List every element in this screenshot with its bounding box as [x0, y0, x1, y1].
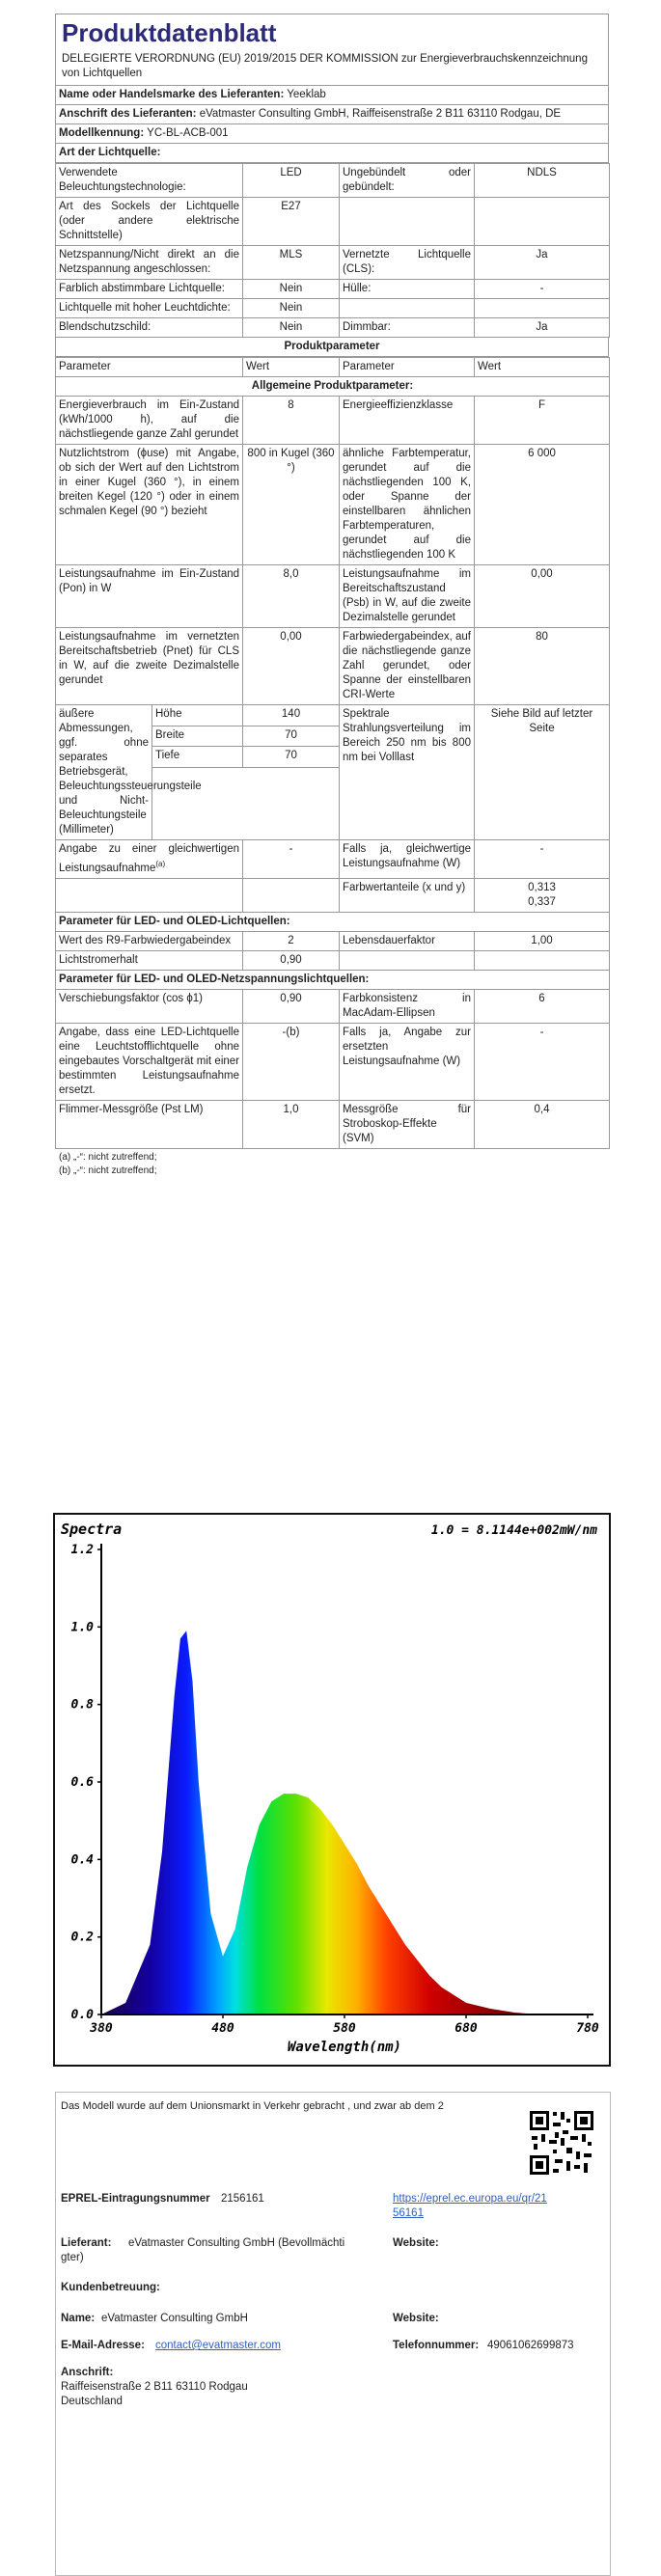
equiv-power-value-2: - [475, 840, 610, 879]
led-section-row [56, 912, 610, 931]
dimension-spacer [152, 768, 340, 840]
type-param-label-2: Ungebündelt oder gebündelt: [340, 164, 475, 198]
y-tick-label: 0.4 [70, 1852, 94, 1868]
spectrum-area [101, 1631, 588, 2014]
mls-section-heading: Parameter für LED- und OLED-Netzspannungslichtquellen: [56, 970, 610, 989]
param-value: 0,00 [243, 628, 340, 705]
type-param-label: Blendschutzschild: [56, 318, 243, 338]
led-param-row [56, 931, 610, 950]
col-header-parameter-2: Parameter [340, 358, 475, 377]
supplier-name-row [55, 86, 609, 105]
param-value: 1,0 [243, 1100, 340, 1148]
anschrift-line-2: Deutschland [61, 2396, 123, 2407]
x-tick-label: 480 [211, 2021, 234, 2036]
eprel-number: 2156161 [221, 2193, 264, 2205]
type-param-label-2: Dimmbar: [340, 318, 475, 338]
general-param-row [56, 565, 610, 628]
param-label: Wert des R9-Farbwiedergabeindex [56, 931, 243, 950]
type-param-label-2: Hülle: [340, 280, 475, 299]
tel-value: 49061062699873 [487, 2340, 574, 2351]
footnote-a: (a) „-“: nicht zutreffend; [59, 1151, 157, 1163]
type-param-value: Nein [243, 299, 340, 318]
mls-param-row [56, 1023, 610, 1100]
dimension-row [56, 705, 610, 726]
type-param-value: LED [243, 164, 340, 198]
regulation-intro: DELEGIERTE VERORDNUNG (EU) 2019/2015 DER KOMMISSION zur Energieverbrauchskennzeichnung von Lichtquellen [55, 50, 609, 86]
dimension-value: 140 [243, 705, 340, 726]
color-coord-label: Farbwertanteile (x und y) [340, 878, 475, 912]
supplier-address-row [55, 105, 609, 124]
type-param-value: E27 [243, 198, 340, 246]
dimension-name: Tiefe [152, 747, 243, 768]
param-value-2: F [475, 397, 610, 445]
param-label-2: Farbwiedergabeindex, auf die nächstliegende ganze Zahl gerundet, oder Spanne der einstellbaren CRI-Werte [340, 628, 475, 705]
type-row [56, 246, 610, 280]
email-link[interactable]: contact@evatmaster.com [155, 2340, 281, 2351]
param-label: Nutzlichtstrom (ϕuse) mit Angabe, ob sich der Wert auf den Lichtstrom in einer Kugel (360 °), in einem breiten Kegel (120 °) oder in einem schmalen Kegel (90 °) bezieht [56, 445, 243, 565]
supplier-address: eVatmaster Consulting GmbH, Raiffeisenstraße 2 B11 63110 Rodgau, DE [199, 108, 562, 120]
y-tick-label: 0.2 [70, 1930, 94, 1945]
email-label: E-Mail-Adresse: [61, 2340, 145, 2351]
param-value: 0,90 [243, 989, 340, 1023]
empty-cell [56, 878, 243, 912]
param-label: Flimmer-Messgröße (Pst LM) [56, 1100, 243, 1148]
color-x: 0,313 [528, 881, 556, 893]
param-label: Energieverbrauch im Ein-Zustand (kWh/1000 h), auf die nächstliegende ganze Zahl gerundet [56, 397, 243, 445]
name-label: Name: [61, 2313, 96, 2324]
param-label-2: Lebensdauerfaktor [340, 931, 475, 950]
model-label: Modellkennung: [59, 127, 145, 139]
y-tick-label: 0.6 [70, 1775, 94, 1790]
dimension-value: 70 [243, 726, 340, 747]
mls-param-row [56, 989, 610, 1023]
lieferant-value-line-2: gter) [61, 2252, 84, 2263]
param-value-2 [475, 950, 610, 970]
general-param-row [56, 397, 610, 445]
x-axis-label: Wavelength(nm) [287, 2040, 402, 2055]
empty-cell [243, 878, 340, 912]
type-param-label-2: Vernetzte Lichtquelle (CLS): [340, 246, 475, 280]
mls-param-row [56, 1100, 610, 1148]
param-label: Angabe, dass eine LED-Lichtquelle eine Leuchtstofflichtquelle ohne eingebautes Vorschaltgerät mit einer bestimmten Leistungsaufnahme ersetzt. [56, 1023, 243, 1100]
equiv-power-value: - [243, 840, 340, 879]
type-row [56, 318, 610, 338]
param-label-2: Messgröße für Stroboskop-Effekte (SVM) [340, 1100, 475, 1148]
param-label-2: Leistungsaufnahme im Bereitschaftszustand (Psb) in W, auf die zweite Dezimalstelle gerundet [340, 565, 475, 628]
param-label: Lichtstromerhalt [56, 950, 243, 970]
lieferant-value-line-1: eVatmaster Consulting GmbH (Bevollmächti [128, 2237, 345, 2249]
param-label-2 [340, 950, 475, 970]
website2-label: Website: [393, 2313, 439, 2324]
param-value-2: 6 [475, 989, 610, 1023]
params-table [55, 357, 610, 1149]
type-param-label: Netzspannung/Nicht direkt an die Netzspannung angeschlossen: [56, 246, 243, 280]
dimension-name: Breite [152, 726, 243, 747]
param-value: 800 in Kugel (360 °) [243, 445, 340, 565]
equiv-power-row [56, 840, 610, 879]
y-tick-label: 1.0 [70, 1620, 94, 1635]
type-param-value-2 [475, 299, 610, 318]
param-label: Leistungsaufnahme im vernetzten Bereitschaftsbetrieb (Pnet) für CLS in W, auf die zweite Dezimalstelle gerundet [56, 628, 243, 705]
param-value: -(b) [243, 1023, 340, 1100]
type-param-value-2 [475, 198, 610, 246]
type-param-label: Art des Sockels der Lichtquelle (oder andere elektrische Schnittstelle) [56, 198, 243, 246]
x-tick-label: 680 [454, 2021, 478, 2036]
type-row [56, 164, 610, 198]
led-param-row [56, 950, 610, 970]
eprel-link-line-2[interactable]: 56161 [393, 2207, 424, 2219]
footnote-marker: (a) [155, 860, 166, 868]
led-section-heading: Parameter für LED- und OLED-Lichtquellen: [56, 912, 610, 931]
spectral-value: Siehe Bild auf letzter Seite [475, 705, 610, 840]
color-coord-value [475, 878, 610, 912]
type-row [56, 299, 610, 318]
y-tick-label: 0.8 [70, 1697, 94, 1713]
type-param-label-2 [340, 299, 475, 318]
param-label-2: Farbkonsistenz in MacAdam-Ellipsen [340, 989, 475, 1023]
tel-label: Telefonnummer: [393, 2340, 480, 2351]
mls-section-row [56, 970, 610, 989]
type-row [56, 280, 610, 299]
supplier-name: Yeeklab [287, 89, 326, 100]
general-param-row [56, 445, 610, 565]
general-params-heading: Allgemeine Produktparameter: [56, 377, 610, 397]
supplier-address-label: Anschrift des Lieferanten: [59, 108, 197, 120]
dimension-value: 70 [243, 747, 340, 768]
type-param-value-2: Ja [475, 318, 610, 338]
param-label: Leistungsaufnahme im Ein-Zustand (Pon) in W [56, 565, 243, 628]
type-param-value-2: - [475, 280, 610, 299]
param-value-2: 1,00 [475, 931, 610, 950]
chart-title: Spectra [61, 1521, 123, 1538]
type-section-heading: Art der Lichtquelle: [55, 144, 609, 163]
param-value: 8,0 [243, 565, 340, 628]
x-tick-label: 380 [90, 2021, 113, 2036]
param-value-2: 80 [475, 628, 610, 705]
spectrum-chart [53, 1513, 611, 2067]
type-param-value: Nein [243, 318, 340, 338]
col-header-parameter: Parameter [56, 358, 243, 377]
color-y: 0,337 [528, 895, 556, 908]
anschrift-label: Anschrift: [61, 2367, 114, 2378]
param-label-2: ähnliche Farbtemperatur, gerundet auf die nächstliegenden 100 K, oder Spanne der einstellbaren ähnlichen Farbtemperaturen, gerundet auf die nächstliegenden 100 K [340, 445, 475, 565]
kunden-label: Kundenbetreuung: [61, 2282, 160, 2293]
eprel-label: EPREL-Eintragungsnummer [61, 2193, 210, 2205]
type-param-value-2: NDLS [475, 164, 610, 198]
equiv-power-text: Angabe zu einer gleichwertigen Leistungsaufnahme [59, 843, 239, 874]
datasheet [55, 14, 609, 1178]
col-header-value-2: Wert [475, 358, 610, 377]
y-tick-label: 1.2 [70, 1543, 94, 1557]
x-tick-label: 580 [333, 2021, 356, 2036]
param-value: 8 [243, 397, 340, 445]
dimensions-label: äußere Abmessungen, ggf. ohne separates Betriebsgerät, Beleuchtungssteuerungsteile und Nicht-Beleuchtungsteile (Millimeter) [56, 705, 152, 840]
param-value: 0,90 [243, 950, 340, 970]
supplier-name-label: Name oder Handelsmarke des Lieferanten: [59, 89, 285, 100]
type-param-label: Lichtquelle mit hoher Leuchtdichte: [56, 299, 243, 318]
x-tick-label: 780 [576, 2021, 599, 2036]
eprel-link[interactable] [393, 2192, 547, 2221]
footnote-b: (b) „-“: nicht zutreffend; [59, 1165, 157, 1176]
y-tick-label: 0.0 [70, 2008, 94, 2022]
type-param-value-2: Ja [475, 246, 610, 280]
website-label: Website: [393, 2237, 439, 2249]
type-row [56, 198, 610, 246]
type-param-label: Farblich abstimmbare Lichtquelle: [56, 280, 243, 299]
type-param-value: MLS [243, 246, 340, 280]
lieferant-label: Lieferant: [61, 2237, 112, 2249]
param-value-2: 6 000 [475, 445, 610, 565]
col-header-value: Wert [243, 358, 340, 377]
type-param-label: Verwendete Beleuchtungstechnologie: [56, 164, 243, 198]
eprel-link-line-1[interactable]: https://eprel.ec.europa.eu/qr/21 [393, 2193, 547, 2205]
param-label-2: Falls ja, Angabe zur ersetzten Leistungsaufnahme (W) [340, 1023, 475, 1100]
qr-code-icon[interactable] [528, 2109, 595, 2177]
name-value: eVatmaster Consulting GmbH [101, 2313, 248, 2324]
model-row [55, 124, 609, 144]
spectrum-svg [55, 1515, 605, 2061]
equiv-power-label-2: Falls ja, gleichwertige Leistungsaufnahme (W) [340, 840, 475, 879]
page-title: Produktdatenblatt [55, 14, 609, 50]
anschrift-line-1: Raiffeisenstraße 2 B11 63110 Rodgau [61, 2381, 248, 2393]
param-value: 2 [243, 931, 340, 950]
param-value-2: 0,00 [475, 565, 610, 628]
market-text: Das Modell wurde auf dem Unionsmarkt in Verkehr gebracht , und zwar ab dem 2 [61, 2100, 444, 2112]
param-label: Verschiebungsfaktor (cos ϕ1) [56, 989, 243, 1023]
type-param-label-2 [340, 198, 475, 246]
product-params-heading: Produktparameter [55, 338, 609, 357]
lieferant-value [128, 2236, 389, 2251]
equiv-power-label [56, 840, 243, 879]
type-table [55, 163, 610, 338]
param-value-2: - [475, 1023, 610, 1100]
model-id: YC-BL-ACB-001 [147, 127, 229, 139]
type-param-value: Nein [243, 280, 340, 299]
chart-scale-note: 1.0 = 8.1144e+002mW/nm [430, 1523, 597, 1538]
spectral-label: Spektrale Strahlungsverteilung im Bereich 250 nm bis 800 nm bei Volllast [340, 705, 475, 840]
dimension-name: Höhe [152, 705, 243, 726]
general-param-row [56, 628, 610, 705]
color-coord-row [56, 878, 610, 912]
param-label-2: Energieeffizienzklasse [340, 397, 475, 445]
param-value-2: 0,4 [475, 1100, 610, 1148]
